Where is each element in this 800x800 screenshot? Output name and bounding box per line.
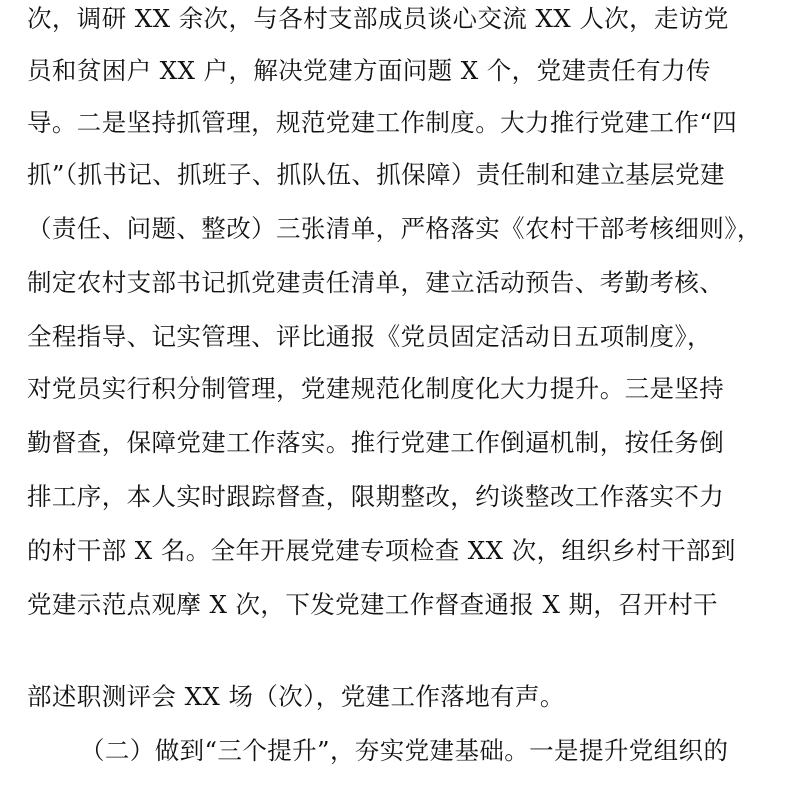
text-line: 部述职测评会 XX 场（次），党建工作落地有声。 <box>27 682 565 711</box>
text-line: 对党员实行积分制管理，党建规范化制度化大力提升。三是坚持 <box>27 374 725 403</box>
text-line: 制定农村支部书记抓党建责任清单，建立活动预告、考勤考核、 <box>27 268 725 297</box>
text-line: 勤督查，保障党建工作落实。推行党建工作倒逼机制，按任务倒 <box>27 428 725 457</box>
text-line: 排工序，本人实时跟踪督查，限期整改，约谈整改工作落实不力 <box>27 482 725 511</box>
text-line: 导。二是坚持抓管理，规范党建工作制度。大力推行党建工作“四 <box>27 108 738 137</box>
text-line: 的村干部 X 名。全年开展党建专项检查 XX 次，组织乡村干部到 <box>27 536 736 565</box>
text-line: （责任、问题、整改）三张清单，严格落实《农村干部考核细则》， <box>27 214 762 243</box>
text-line: 次，调研 XX 余次，与各村支部成员谈心交流 XX 人次，走访党 <box>27 4 729 33</box>
text-line: 员和贫困户 XX 户，解决党建方面问题 X 个，党建责任有力传 <box>27 56 711 85</box>
text-line: 党建示范点观摩 X 次，下发党建工作督查通报 X 期，召开村干 <box>27 590 718 619</box>
text-line: 全程指导、记实管理、评比通报《党员固定活动日五项制度》， <box>27 322 712 351</box>
text-line: 抓”（抓书记、抓班子、抓队伍、抓保障）责任制和建立基层党建 <box>27 160 725 189</box>
section-heading-line: （二）做到“三个提升”，夯实党建基础。一是提升党组织的 <box>80 736 729 765</box>
